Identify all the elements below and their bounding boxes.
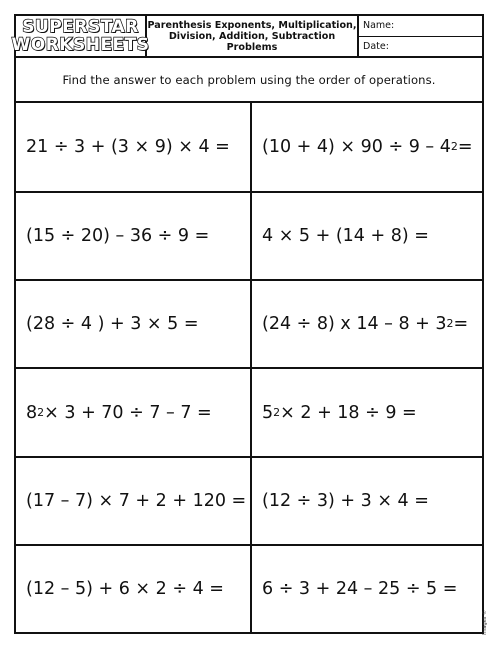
title-line-1: Parenthesis Exponents, Multiplication, [147,19,357,31]
problem-text: 4 × 5 + (14 + 8) = [262,226,429,247]
date-field[interactable]: Date: [363,40,389,52]
problem-text: (17 – 7) × 7 + 2 + 120 = [26,490,247,511]
problem-text: (15 ÷ 20) – 36 ÷ 9 = [26,226,210,247]
name-field[interactable]: Name: [359,16,482,37]
problem-cell[interactable] [252,191,482,279]
problem-cell[interactable] [16,456,252,544]
worksheet-title [147,16,359,56]
problem-cell[interactable]: (24 ÷ 8) x 14 – 8 + 3 2 = [252,279,482,367]
problem-text: 6 ÷ 3 + 24 – 25 ÷ 5 = [262,578,458,599]
problem-cell[interactable]: 5 2 × 2 + 18 ÷ 9 = [252,367,482,455]
problem-text: (12 ÷ 3) + 3 × 4 = [262,490,429,511]
problem-grid [14,103,484,634]
problem-text: 8 [26,402,38,423]
problem-cell[interactable]: (10 + 4) × 90 ÷ 9 – 4 2 = [262,137,473,158]
problem-text-end: × 2 + 18 ÷ 9 = [280,402,417,423]
problem-cell[interactable]: 8 2 × 3 + 70 ÷ 7 – 7 = [16,367,252,455]
problem-text: (12 – 5) + 6 × 2 ÷ 4 = [26,578,224,599]
problem-cell[interactable] [16,279,252,367]
superstar-worksheets-logo [11,16,150,56]
instructions: Find the answer to each problem using the order of operations. [14,58,484,103]
worksheet [11,14,488,635]
problem-text-end: × 3 + 70 ÷ 7 – 7 = [44,402,212,423]
problem-text: 5 [262,402,274,423]
problem-text: 21 ÷ 3 + (3 × 9) × 4 = [26,137,230,158]
name-date-box [359,16,482,56]
problem-cell[interactable] [16,191,252,279]
problem-cell[interactable] [252,456,482,544]
problem-text-end: = [453,314,469,335]
problem-text: (28 ÷ 4 ) + 3 × 5 = [26,314,199,335]
problem-cell[interactable] [16,544,252,632]
problem-cell[interactable] [252,544,482,632]
problem-cell[interactable] [16,103,252,191]
problem-text-end: = [457,137,473,158]
logo-line-2: WORKSHEETS [11,34,150,55]
title-line-2: Division, Addition, Subtraction [168,30,336,42]
logo-line-1: SUPERSTAR [22,16,139,37]
worksheet-header [11,14,484,58]
copyright-note: Images © [482,610,488,635]
problem-text: (10 + 4) × 90 ÷ 9 – 4 [262,137,451,158]
title-line-3: Problems [226,41,278,53]
problem-text: (24 ÷ 8) x 14 – 8 + 3 [262,314,447,335]
